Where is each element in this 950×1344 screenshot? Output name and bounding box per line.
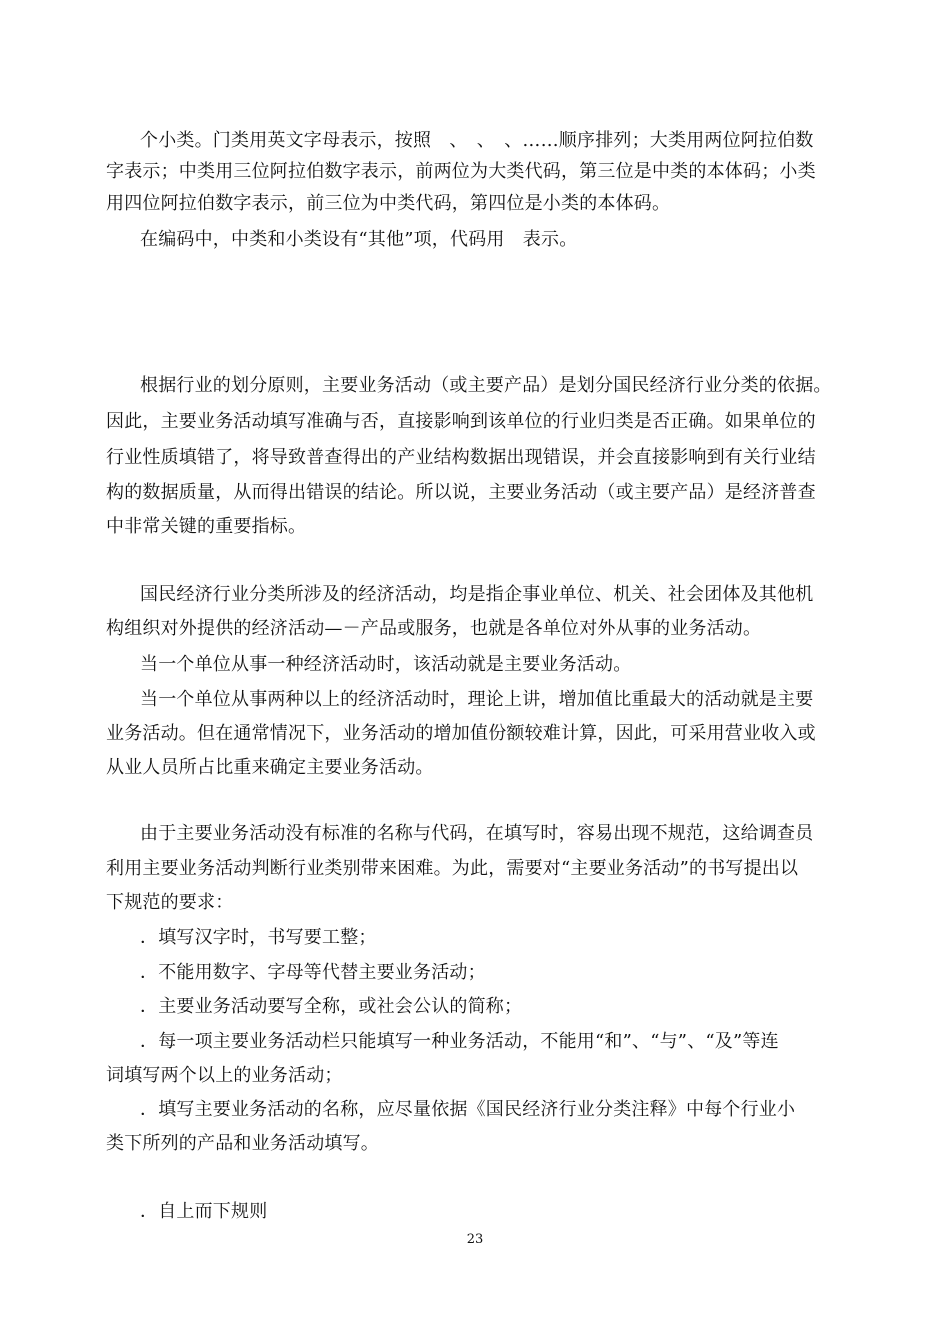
subsection-3-bullet-4: ．每一项主要业务活动栏只能填写一种业务活动，不能用“和”、“与”、“及”等连	[140, 1031, 779, 1052]
subsection-3-bullet-4-cont: 词填写两个以上的业务活动；	[106, 1065, 343, 1086]
subsection-1-line-1: 根据行业的划分原则，主要业务活动（或主要产品）是划分国民经济行业分类的依据。	[140, 375, 832, 396]
subsection-1-line-2: 因此，主要业务活动填写准确与否，直接影响到该单位的行业归类是否正确。如果单位的	[106, 411, 816, 432]
subsection-4-line-1: ．自上而下规则	[140, 1201, 268, 1222]
subsection-2-line-3: 当一个单位从事一种经济活动时，该活动就是主要业务活动。	[140, 654, 632, 675]
subsection-1-line-3: 行业性质填错了，将导致普查得出的产业结构数据出现错误，并会直接影响到有关行业结	[106, 447, 816, 468]
subsection-3-line-2: 利用主要业务活动判断行业类别带来困难。为此，需要对“主要业务活动”的书写提出以	[106, 858, 799, 879]
intro-line-2: 字表示；中类用三位阿拉伯数字表示，前两位为大类代码，第三位是中类的本体码；小类	[106, 161, 816, 182]
subsection-1-line-5: 中非常关键的重要指标。	[106, 516, 307, 537]
subsection-2-line-6: 从业人员所占比重来确定主要业务活动。	[106, 757, 434, 778]
subsection-2-line-5: 业务活动。但在通常情况下，业务活动的增加值份额较难计算，因此，可采用营业收入或	[106, 723, 816, 744]
intro-line-1: 个小类。门类用英文字母表示，按照 、 、 、……顺序排列；大类用两位阿拉伯数	[140, 130, 814, 151]
subsection-3-bullet-5-cont: 类下所列的产品和业务活动填写。	[106, 1133, 379, 1154]
subsection-2-line-1: 国民经济行业分类所涉及的经济活动，均是指企事业单位、机关、社会团体及其他机	[140, 584, 814, 605]
page-number: 23	[466, 1232, 484, 1247]
intro-line-4: 在编码中，中类和小类设有“其他”项，代码用 表示。	[140, 229, 578, 250]
subsection-3-bullet-5: ．填写主要业务活动的名称，应尽量依据《国民经济行业分类注释》中每个行业小	[140, 1099, 796, 1120]
subsection-3-line-1: 由于主要业务活动没有标准的名称与代码，在填写时，容易出现不规范，这给调查员	[140, 823, 814, 844]
subsection-3-bullet-2: ．不能用数字、字母等代替主要业务活动；	[140, 962, 486, 983]
subsection-3-line-3: 下规范的要求：	[106, 892, 234, 913]
subsection-1-line-4: 构的数据质量，从而得出错误的结论。所以说，主要业务活动（或主要产品）是经济普查	[106, 482, 816, 503]
subsection-3-bullet-3: ．主要业务活动要写全称，或社会公认的简称；	[140, 996, 523, 1017]
intro-line-3: 用四位阿拉伯数字表示，前三位为中类代码，第四位是小类的本体码。	[106, 193, 671, 214]
subsection-2-line-2: 构组织对外提供的经济活动—－产品或服务，也就是各单位对外从事的业务活动。	[106, 618, 762, 639]
subsection-3-bullet-1: ．填写汉字时，书写要工整；	[140, 927, 377, 948]
subsection-2-line-4: 当一个单位从事两种以上的经济活动时，理论上讲，增加值比重最大的活动就是主要	[140, 689, 814, 710]
